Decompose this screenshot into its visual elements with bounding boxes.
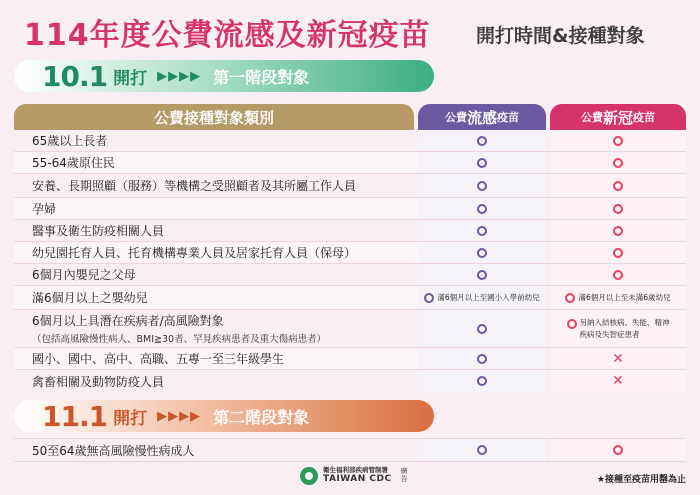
covid-cell xyxy=(550,198,686,219)
table-row xyxy=(14,152,686,174)
covid-note xyxy=(565,292,670,303)
circle-mark-icon xyxy=(613,226,623,236)
phase1-banner xyxy=(14,60,434,92)
flu-cell xyxy=(418,370,546,392)
agency-name-cn: 衛生福利部疾病管制署 xyxy=(323,466,388,475)
circle-mark-icon xyxy=(477,226,487,236)
row-label: 50至64歲無高風險慢性病成人 xyxy=(32,443,195,458)
phase2-date: 11.1 xyxy=(42,399,108,433)
cross-mark-icon: ✕ xyxy=(612,350,624,367)
covid-cell xyxy=(550,264,686,285)
phase1-stage: 第一階段對象 xyxy=(213,67,310,87)
ad-mark: 廣告 xyxy=(400,467,408,483)
circle-mark-icon xyxy=(565,293,575,303)
covid-cell xyxy=(550,174,686,197)
circle-mark-icon xyxy=(424,293,434,303)
header-cov-pre: 公費 xyxy=(580,111,603,124)
covid-note-line2: 疾病及失智症患者 xyxy=(579,329,640,339)
table-row xyxy=(14,130,686,152)
phase1-date: 10.1 xyxy=(42,59,108,93)
taiwan-cdc-logo-icon xyxy=(300,467,318,485)
circle-mark-icon xyxy=(613,248,623,258)
table-row xyxy=(14,286,686,310)
covid-cell xyxy=(550,310,686,347)
covid-cell xyxy=(550,220,686,241)
row-label: 禽畜相關及動物防疫人員 xyxy=(32,374,165,389)
circle-mark-icon xyxy=(613,270,623,280)
circle-mark-icon xyxy=(477,324,487,334)
table-row xyxy=(14,220,686,242)
circle-mark-icon xyxy=(477,376,487,386)
phase1-go: 開打 xyxy=(113,68,148,89)
flu-cell xyxy=(418,286,546,309)
table-row xyxy=(14,198,686,220)
covid-note-line1: 另納入結核病、失能、精神 xyxy=(579,318,670,328)
row-label: 國小、國中、高中、高職、五專一至三年級學生 xyxy=(14,348,418,369)
flu-note xyxy=(424,292,539,303)
row-label: 6個月以上具潛在疾病者/高風險對象 xyxy=(32,314,224,328)
row-sublabel: （包括高風險慢性病人、BMI≧30者、罕見疾病患者及重大傷病患者） xyxy=(32,334,327,345)
covid-cell xyxy=(550,130,686,151)
row-label: 滿6個月以上之嬰幼兒 xyxy=(14,286,418,309)
page-subtitle: 開打時間&接種對象 xyxy=(476,25,645,47)
flu-cell xyxy=(418,220,546,241)
phase2-stage: 第二階段對象 xyxy=(213,407,310,427)
covid-cell xyxy=(550,348,686,369)
flu-cell xyxy=(418,198,546,219)
row-label: 醫事及衛生防疫相關人員 xyxy=(32,224,165,238)
table-row xyxy=(14,438,686,462)
flu-cell xyxy=(418,264,546,285)
table-row xyxy=(14,174,686,198)
covid-note-text: 滿6個月以上至未滿6歲幼兒 xyxy=(578,293,671,302)
circle-mark-icon xyxy=(613,158,623,168)
header-category: 公費接種對象類別 xyxy=(14,104,414,130)
table-row xyxy=(14,242,686,264)
row-label: 孕婦 xyxy=(14,198,418,219)
covid-note xyxy=(567,317,670,340)
header-cov-big: 新冠 xyxy=(602,108,633,127)
circle-mark-icon xyxy=(477,445,487,455)
covid-cell xyxy=(550,439,686,461)
phase2-go: 開打 xyxy=(113,408,148,429)
cross-mark-icon: ✕ xyxy=(612,373,624,389)
agency-name-en: TAIWAN CDC xyxy=(323,473,392,484)
title-row xyxy=(0,0,700,56)
covid-cell xyxy=(550,370,686,392)
flu-cell xyxy=(418,174,546,197)
circle-mark-icon xyxy=(477,181,487,191)
circle-mark-icon xyxy=(613,204,623,214)
row-label: 幼兒園托育人員、托育機構專業人員及居家托育人員（保母） xyxy=(14,242,418,263)
circle-mark-icon xyxy=(613,181,623,191)
header-flu-pre: 公費 xyxy=(444,111,467,124)
row-label: 55-64歲原住民 xyxy=(14,152,418,173)
row-label: 安養、長期照顧（服務）等機構之受照顧者及其所屬工作人員 xyxy=(32,179,357,193)
phase2-arrows-icon: ▶▶▶▶ xyxy=(157,408,202,424)
circle-mark-icon xyxy=(477,204,487,214)
phase1-arrows-icon: ▶▶▶▶ xyxy=(157,68,202,84)
circle-mark-icon xyxy=(613,445,623,455)
covid-cell xyxy=(550,286,686,309)
flu-cell xyxy=(418,130,546,151)
circle-mark-icon xyxy=(477,354,487,364)
agency-name xyxy=(323,467,392,484)
header-flu xyxy=(418,104,546,130)
covid-cell xyxy=(550,242,686,263)
header-covid xyxy=(550,104,686,130)
header-flu-big: 流感 xyxy=(466,108,497,127)
row-label: 65歲以上長者 xyxy=(32,134,108,148)
circle-mark-icon xyxy=(477,136,487,146)
table-row xyxy=(14,370,686,392)
page-title: 114年度公費流感及新冠疫苗 xyxy=(24,18,431,53)
flu-cell xyxy=(418,348,546,369)
row-label-wrap xyxy=(14,310,418,347)
circle-mark-icon xyxy=(477,158,487,168)
header-cov-post: 疫苗 xyxy=(633,111,655,124)
covid-cell xyxy=(550,152,686,173)
table-row xyxy=(14,310,686,348)
agency-logo xyxy=(300,467,409,485)
circle-mark-icon xyxy=(567,319,577,329)
footnote: ★接種至疫苗用罄為止 xyxy=(596,475,686,485)
table-row xyxy=(14,264,686,286)
header-flu-post: 疫苗 xyxy=(497,111,519,124)
circle-mark-icon xyxy=(477,248,487,258)
flu-cell xyxy=(418,242,546,263)
flu-cell xyxy=(418,439,546,461)
circle-mark-icon xyxy=(613,136,623,146)
table-row xyxy=(14,348,686,370)
circle-mark-icon xyxy=(477,270,487,280)
flu-cell xyxy=(418,152,546,173)
flu-cell xyxy=(418,310,546,347)
phase2-banner xyxy=(14,400,434,432)
row-label: 6個月內嬰兒之父母 xyxy=(32,268,136,282)
flu-note-text: 滿6個月以上至國小入學前幼兒 xyxy=(437,293,540,302)
